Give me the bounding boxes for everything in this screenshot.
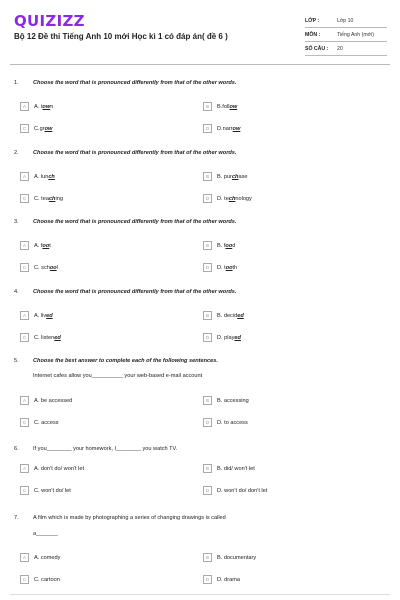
meta-value: 20 xyxy=(337,45,343,52)
option-underlined-part: oo xyxy=(225,264,233,271)
option-label xyxy=(34,243,51,249)
option-text: B.foll xyxy=(217,103,230,110)
answer-option-d[interactable] xyxy=(203,486,267,495)
option-underlined-part: ow xyxy=(44,125,53,132)
answer-option-b[interactable] xyxy=(203,241,235,250)
question-prompt: Choose the best answer to complete each of the following sentences. xyxy=(33,358,218,364)
option-text: B. did/ won't let xyxy=(217,465,255,472)
question-7 xyxy=(14,515,386,595)
question-text: Internet cafes allow you__________ your web-based e-mail account xyxy=(33,373,203,379)
option-underlined-part: ch xyxy=(48,173,55,180)
option-label xyxy=(217,488,267,494)
answer-option-c[interactable] xyxy=(20,124,52,133)
option-label xyxy=(217,313,244,319)
option-letter-box[interactable]: B xyxy=(203,172,212,181)
option-letter-box[interactable]: A xyxy=(20,464,29,473)
option-underlined-part: ed xyxy=(234,334,241,341)
answer-option-a[interactable] xyxy=(20,311,53,320)
option-label xyxy=(217,398,249,404)
question-3 xyxy=(14,219,386,299)
question-prompt: Choose the word that is pronounced differently from that of the other words. xyxy=(33,219,237,225)
option-text-rest: t xyxy=(49,242,51,249)
option-letter-box[interactable]: A xyxy=(20,311,29,320)
answer-option-b[interactable] xyxy=(203,102,237,111)
option-text: B. documentary xyxy=(217,554,257,561)
option-text: C. won't do/ let xyxy=(34,487,71,494)
option-letter-box[interactable]: D xyxy=(203,333,212,342)
question-6 xyxy=(14,446,386,526)
option-text: A. don't do/ won't let xyxy=(34,465,85,472)
option-label xyxy=(34,104,53,110)
option-label xyxy=(34,265,58,271)
option-text: D. drama xyxy=(217,576,241,583)
option-letter-box[interactable]: C xyxy=(20,333,29,342)
option-letter-box[interactable]: C xyxy=(20,575,29,584)
answer-option-d[interactable] xyxy=(203,418,248,427)
option-letter-box[interactable]: A xyxy=(20,241,29,250)
option-text: C. sch xyxy=(34,264,50,271)
meta-value: Tiếng Anh (mới) xyxy=(337,31,374,38)
footer-divider xyxy=(10,594,390,595)
answer-option-b[interactable] xyxy=(203,396,249,405)
option-text: A. lun xyxy=(34,173,49,180)
option-underlined-part: ch xyxy=(48,195,56,202)
option-label xyxy=(217,126,240,132)
option-text: C. access xyxy=(34,419,59,426)
meta-table xyxy=(305,14,387,56)
option-letter-box[interactable]: D xyxy=(203,486,212,495)
option-text: D. to access xyxy=(217,419,248,426)
option-letter-box[interactable]: A xyxy=(20,172,29,181)
option-label xyxy=(34,174,55,180)
option-letter-box[interactable]: D xyxy=(203,263,212,272)
question-number: 6. xyxy=(14,446,19,452)
option-label xyxy=(34,577,60,583)
option-letter-box[interactable]: A xyxy=(20,102,29,111)
meta-value: Lớp 10 xyxy=(337,17,354,24)
option-text: D. won't do/ don't let xyxy=(217,487,268,494)
answer-option-c[interactable] xyxy=(20,486,71,495)
option-text: B. f xyxy=(217,242,226,249)
answer-option-d[interactable] xyxy=(203,124,240,133)
question-number: 4. xyxy=(14,289,19,295)
option-label xyxy=(217,420,248,426)
meta-key: MÔN : xyxy=(305,31,321,38)
option-underlined-part: ow xyxy=(229,103,238,110)
option-underlined-part: ch xyxy=(228,195,236,202)
option-label xyxy=(217,335,241,341)
option-text-rest: n xyxy=(50,103,54,110)
question-text: A film which is made by photographing a series of changing drawings is called xyxy=(33,515,226,521)
question-prompt: Choose the word that is pronounced differently from that of the other words. xyxy=(33,80,237,86)
option-text: B. accessing xyxy=(217,397,249,404)
option-letter-box[interactable]: B xyxy=(203,311,212,320)
option-letter-box[interactable]: C xyxy=(20,418,29,427)
answer-option-d[interactable] xyxy=(203,575,240,584)
option-underlined-part: oo xyxy=(49,264,57,271)
option-letter-box[interactable]: B xyxy=(203,396,212,405)
option-underlined-part: oo xyxy=(225,242,233,249)
option-letter-box[interactable]: D xyxy=(203,124,212,133)
answer-option-a[interactable] xyxy=(20,553,60,562)
question-1 xyxy=(14,80,386,160)
option-label xyxy=(34,420,59,426)
option-label xyxy=(217,577,240,583)
question-prompt: Choose the word that is pronounced differently from that of the other words. xyxy=(33,150,237,156)
meta-row-subject xyxy=(305,28,387,42)
answer-option-a[interactable] xyxy=(20,241,51,250)
option-underlined-part: ow xyxy=(42,103,51,110)
option-letter-box[interactable]: B xyxy=(203,241,212,250)
meta-row-class xyxy=(305,14,387,28)
option-text: A. liv xyxy=(34,312,47,319)
option-text: D. te xyxy=(217,195,229,202)
answer-option-b[interactable] xyxy=(203,464,255,473)
question-text-cont: a_______ xyxy=(33,531,58,537)
option-letter-box[interactable]: B xyxy=(203,102,212,111)
option-text-rest: l xyxy=(56,264,58,271)
option-label xyxy=(34,555,60,561)
answer-option-b[interactable] xyxy=(203,553,256,562)
option-text-rest: nology xyxy=(235,195,252,202)
option-label xyxy=(217,243,235,249)
answer-option-d[interactable] xyxy=(203,194,252,203)
question-2 xyxy=(14,150,386,230)
answer-option-d[interactable] xyxy=(203,333,241,342)
option-text: D.narr xyxy=(217,125,233,132)
option-label xyxy=(34,335,61,341)
meta-key: LỚP : xyxy=(305,17,320,24)
option-letter-box[interactable]: C xyxy=(20,124,29,133)
option-letter-box[interactable]: C xyxy=(20,486,29,495)
answer-option-b[interactable] xyxy=(203,172,248,181)
question-4 xyxy=(14,289,386,369)
answer-option-a[interactable] xyxy=(20,464,84,473)
option-text: A. be accessed xyxy=(34,397,73,404)
option-text: C. cartoon xyxy=(34,576,60,583)
question-number: 1. xyxy=(14,80,19,86)
option-underlined-part: oo xyxy=(42,242,50,249)
quizizz-logo: QUIZIZZ xyxy=(14,12,85,30)
option-letter-box[interactable]: D xyxy=(203,575,212,584)
option-letter-box[interactable]: C xyxy=(20,263,29,272)
option-text: C.gr xyxy=(34,125,45,132)
option-label xyxy=(34,196,63,202)
option-text: D. t xyxy=(217,264,226,271)
option-text: D. play xyxy=(217,334,235,341)
answer-option-a[interactable] xyxy=(20,102,53,111)
answer-option-b[interactable] xyxy=(203,311,244,320)
option-letter-box[interactable]: D xyxy=(203,418,212,427)
question-text: If you________ your homework, I________ you watch TV. xyxy=(33,446,178,452)
answer-option-c[interactable] xyxy=(20,194,63,203)
option-label xyxy=(217,555,256,561)
option-text-rest: ing xyxy=(55,195,63,202)
option-text: A. t xyxy=(34,103,43,110)
question-number: 5. xyxy=(14,358,19,364)
option-letter-box[interactable]: A xyxy=(20,553,29,562)
option-label xyxy=(217,196,252,202)
option-label xyxy=(217,104,237,110)
option-text: A. f xyxy=(34,242,43,249)
option-text: B. pur xyxy=(217,173,232,180)
option-text: B. decid xyxy=(217,312,238,319)
option-text-rest: ase xyxy=(238,173,248,180)
meta-key: SỐ CÂU : xyxy=(305,45,329,52)
question-number: 2. xyxy=(14,150,19,156)
option-underlined-part: ed xyxy=(237,312,244,319)
option-letter-box[interactable]: B xyxy=(203,464,212,473)
page-title: Bộ 12 Đề thi Tiếng Anh 10 mới Học kì 1 có đáp án( đề 6 ) xyxy=(14,32,228,41)
option-text: A. comedy xyxy=(34,554,61,561)
option-letter-box[interactable]: B xyxy=(203,553,212,562)
option-label xyxy=(34,398,72,404)
answer-option-a[interactable] xyxy=(20,396,72,405)
answer-option-c[interactable] xyxy=(20,418,59,427)
option-letter-box[interactable]: A xyxy=(20,396,29,405)
option-text: C. listen xyxy=(34,334,55,341)
question-prompt: Choose the word that is pronounced differently from that of the other words. xyxy=(33,289,237,295)
option-underlined-part: ch xyxy=(231,173,239,180)
option-text-rest: th xyxy=(232,264,238,271)
option-label xyxy=(34,126,52,132)
header-divider xyxy=(10,64,390,65)
answer-option-c[interactable] xyxy=(20,575,60,584)
answer-option-d[interactable] xyxy=(203,263,237,272)
question-number: 3. xyxy=(14,219,19,225)
option-letter-box[interactable]: D xyxy=(203,194,212,203)
option-label xyxy=(34,488,71,494)
answer-option-c[interactable] xyxy=(20,333,61,342)
option-label xyxy=(217,174,248,180)
option-underlined-part: ed xyxy=(46,312,53,319)
meta-row-count xyxy=(305,42,387,56)
option-label xyxy=(34,466,84,472)
option-label xyxy=(217,265,237,271)
answer-option-c[interactable] xyxy=(20,263,58,272)
option-letter-box[interactable]: C xyxy=(20,194,29,203)
question-5 xyxy=(14,358,386,438)
question-number: 7. xyxy=(14,515,19,521)
option-text: C. tea xyxy=(34,195,49,202)
option-underlined-part: ow xyxy=(232,125,241,132)
option-text-rest: d xyxy=(232,242,236,249)
option-label xyxy=(217,466,255,472)
option-underlined-part: ed xyxy=(54,334,61,341)
answer-option-a[interactable] xyxy=(20,172,55,181)
option-label xyxy=(34,313,53,319)
